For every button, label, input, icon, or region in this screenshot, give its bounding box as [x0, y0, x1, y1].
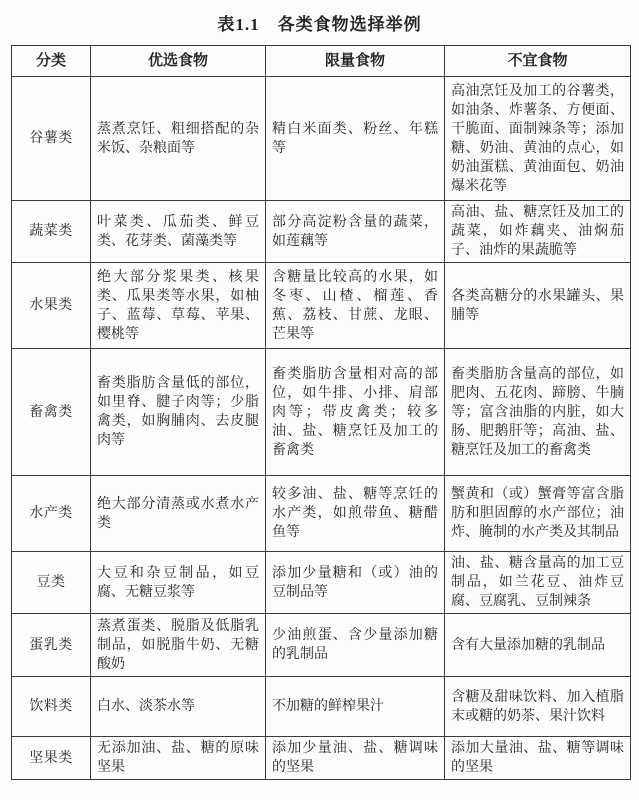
- preferred-foods-cell: 大豆和杂豆制品，如豆腐、无糖豆浆等: [91, 552, 266, 614]
- avoid-foods-cell: 高油烹饪及加工的谷薯类，如油条、炸薯条、方便面、干脆面、面制辣条等；添加糖、奶油、黄油的点心，如奶油蛋糕、黄油面包、奶油爆米花等: [445, 77, 631, 201]
- table-row: [12, 349, 631, 476]
- table-row: [12, 201, 631, 263]
- limited-foods-cell: 精白米面类、粉丝、年糕等: [266, 77, 445, 201]
- header-category: 分类: [12, 46, 91, 77]
- preferred-foods-cell: 无添加油、盐、糖的原味坚果: [91, 737, 266, 780]
- preferred-foods-cell: 绝大部分浆果类、核果类、瓜果类等水果，如柚子、蓝莓、草莓、苹果、樱桃等: [91, 263, 266, 349]
- table-row: [12, 77, 631, 201]
- preferred-foods-cell: 叶菜类、瓜茄类、鲜豆类、花芽类、菌藻类等: [91, 201, 266, 263]
- avoid-foods-cell: 含糖及甜味饮料、加入植脂末或糖的奶茶、果汁饮料: [445, 677, 631, 737]
- category-cell: 畜禽类: [12, 349, 91, 476]
- table-body: [12, 77, 631, 780]
- avoid-foods-cell: 高油、盐、糖烹饪及加工的蔬菜，如炸藕夹、油焖茄子、油炸的果蔬脆等: [445, 201, 631, 263]
- table-header-row: [12, 46, 631, 77]
- table-row: [12, 552, 631, 614]
- category-cell: 饮料类: [12, 677, 91, 737]
- category-cell: 水果类: [12, 263, 91, 349]
- category-cell: 蔬菜类: [12, 201, 91, 263]
- limited-foods-cell: 畜类脂肪含量相对高的部位，如牛排、小排、肩部肉等；带皮禽类；较多油、盐、糖烹饪及加工的畜禽类: [266, 349, 445, 476]
- limited-foods-cell: 较多油、盐、糖等烹饪的水产类，如煎带鱼、糖醋鱼等: [266, 476, 445, 552]
- avoid-foods-cell: 各类高糖分的水果罐头、果脯等: [445, 263, 631, 349]
- preferred-foods-cell: 蒸煮烹饪、粗细搭配的杂米饭、杂粮面等: [91, 77, 266, 201]
- header-limited-foods: 限量食物: [266, 46, 445, 77]
- food-selection-table: [11, 45, 631, 780]
- category-cell: 蛋乳类: [12, 614, 91, 677]
- limited-foods-cell: 不加糖的鲜榨果汁: [266, 677, 445, 737]
- table-caption: 表1.1 各类食物选择举例: [217, 15, 422, 34]
- table-row: [12, 476, 631, 552]
- avoid-foods-cell: 添加大量油、盐、糖等调味的坚果: [445, 737, 631, 780]
- preferred-foods-cell: 绝大部分清蒸或水煮水产类: [91, 476, 266, 552]
- table-row: [12, 614, 631, 677]
- limited-foods-cell: 添加少量糖和（或）油的豆制品等: [266, 552, 445, 614]
- limited-foods-cell: 含糖量比较高的水果，如冬枣、山楂、榴莲、香蕉、荔枝、甘蔗、龙眼、芒果等: [266, 263, 445, 349]
- header-avoid-foods: 不宜食物: [445, 46, 631, 77]
- category-cell: 坚果类: [12, 737, 91, 780]
- category-cell: 豆类: [12, 552, 91, 614]
- avoid-foods-cell: 蟹黄和（或）蟹膏等富含脂肪和胆固醇的水产部位；油炸、腌制的水产类及其制品: [445, 476, 631, 552]
- avoid-foods-cell: 含有大量添加糖的乳制品: [445, 614, 631, 677]
- table-row: [12, 737, 631, 780]
- preferred-foods-cell: 白水、淡茶水等: [91, 677, 266, 737]
- limited-foods-cell: 少油煎蛋、含少量添加糖的乳制品: [266, 614, 445, 677]
- limited-foods-cell: 添加少量油、盐、糖调味的坚果: [266, 737, 445, 780]
- header-preferred-foods: 优选食物: [91, 46, 266, 77]
- table-row: [12, 677, 631, 737]
- avoid-foods-cell: 油、盐、糖含量高的加工豆制品，如兰花豆、油炸豆腐、豆腐乳、豆制辣条: [445, 552, 631, 614]
- table-row: [12, 263, 631, 349]
- avoid-foods-cell: 畜类脂肪含量高的部位，如肥肉、五花肉、蹄膀、牛腩等；富含油脂的内脏，如大肠、肥鹅肝等；高油、盐、糖烹饪及加工的畜禽类: [445, 349, 631, 476]
- limited-foods-cell: 部分高淀粉含量的蔬菜，如莲藕等: [266, 201, 445, 263]
- category-cell: 谷薯类: [12, 77, 91, 201]
- preferred-foods-cell: 畜类脂肪含量低的部位，如里脊、腱子肉等；少脂禽类，如胸脯肉、去皮腿肉等: [91, 349, 266, 476]
- preferred-foods-cell: 蒸煮蛋类、脱脂及低脂乳制品，如脱脂牛奶、无糖酸奶: [91, 614, 266, 677]
- category-cell: 水产类: [12, 476, 91, 552]
